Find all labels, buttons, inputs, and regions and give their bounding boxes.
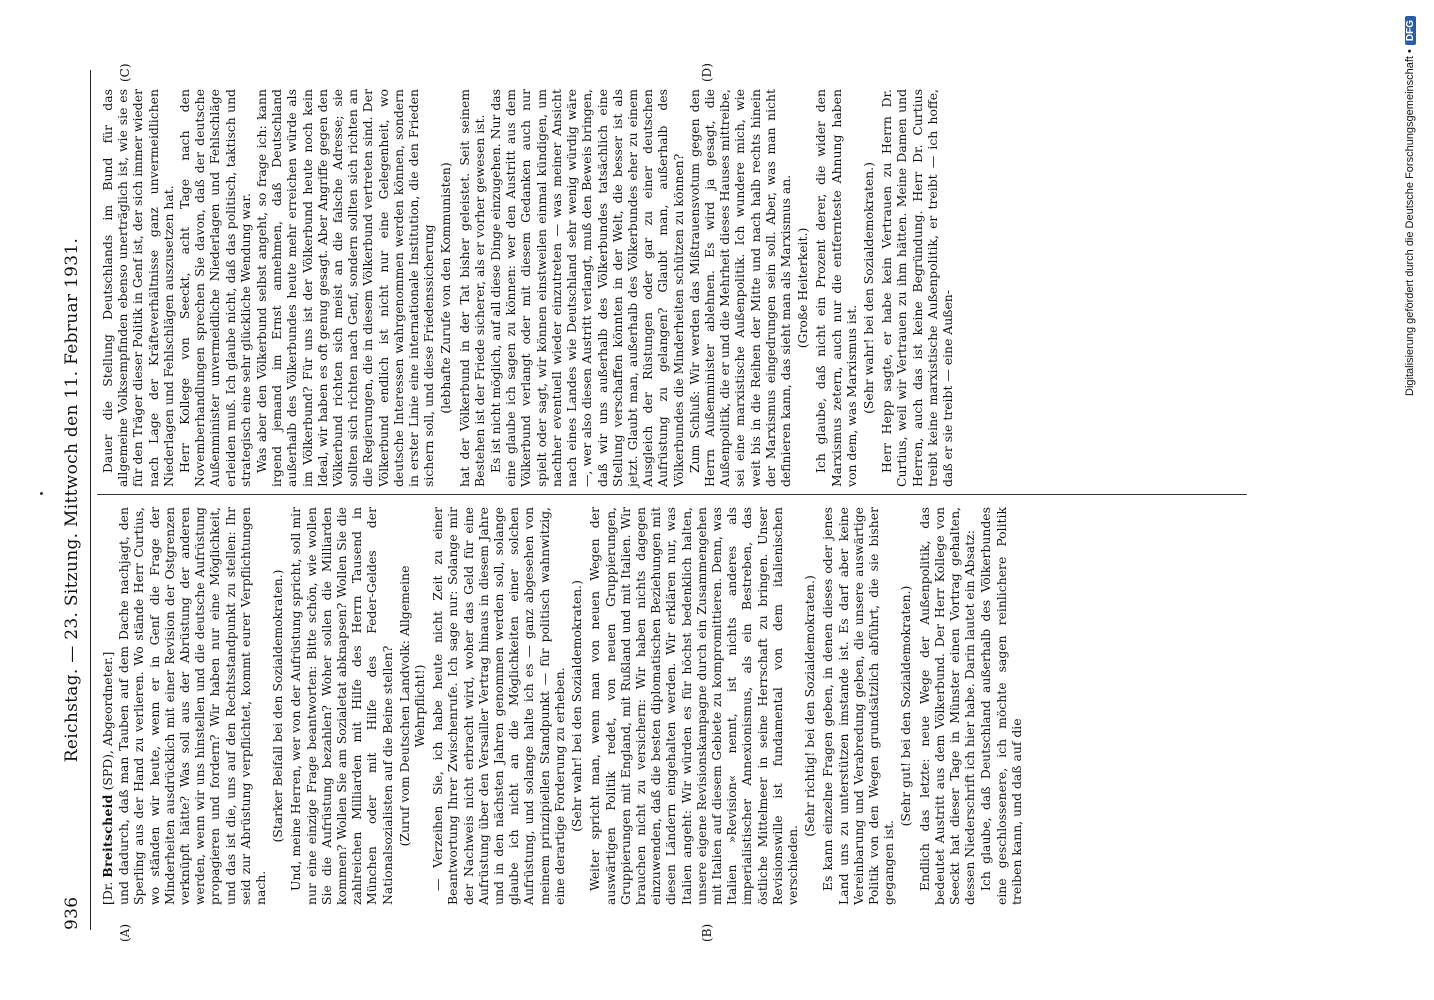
digitization-notice: [1404, 16, 1418, 976]
paragraph: — Verzeihen Sie, ich habe heute nicht Zeit zu einer Beantwortung Ihrer Zwischenrufe. Ich sage nur: Solange mir der Nachweis nicht erbracht wird, woher das Geld für eine Aufrüstung über den Versailler Vertrag hinaus in diesem Jahre und in den nächsten Jahren genommen werden soll, solange glaube ich nicht an die Möglichkeiten einer solchen Aufrüstung, und solange halte ich es — ganz abgesehen von meinem prinzipiellen Standpunkt — für politisch wahnwitzig, eine derartige Forderung zu erheben.: [430, 507, 567, 905]
paragraph: Weiter spricht man, wenn man von neuen Wegen der auswärtigen Politik redet, von neuen Gruppierungen, Gruppierungen mit England, mit Rußland und mit Italien. Wir brauchen nicht zu versichern: Wir haben nichts dagegen einzuwenden, daß die besten diplomatischen Beziehungen mit diesen Ländern eingehalten werden. Wir erklären nur, was Italien angeht: Wir würden es für höchst bedenklich halten, unsere eigene Revisionskampagne durch ein Zusammengehen mit Italien auf diesem Gebiete zu kompromittieren. Denn, was Italien »Revision« nennt, ist nichts anderes als imperialistischer Annexionismus, als ein Bestreben, das östliche Mittelmeer in seine Herrschaft zu bringen. Unser Revisionswille ist fundamental von dem italienischen verschieden.: [587, 507, 800, 905]
quotation: Dauer die Stellung Deutschlands im Bund für das allgemeine Volksempfinden ebenso unerträglich ist, wie sie es für den Träger dieser Politik in Genf ist, der sich immer wieder nach Lage der Kräfteverhältnisse ganz unvermeidlichen Niederlagen und Fehlschlägen auszusetzen hat.: [100, 89, 176, 487]
margin-mark-d: (D): [700, 63, 714, 82]
paragraph: Es kann einzelne Fragen geben, in denen dieses oder jenes Land uns zu unterstützen imstande ist. Es darf aber keine Vereinbarung und Verabredung geben, die unsere auswärtige Politik von den Wegen grundsätzlich abführt, die sie bisher gegangen ist.: [820, 507, 897, 905]
interjection: (Sehr wahr! bei den Sozialdemokraten.): [569, 580, 585, 832]
speaker-name: Breitscheid: [100, 794, 115, 878]
interjection: (Starker Beifall bei den Sozialdemokraten.): [270, 569, 286, 843]
quotation: Ich glaube, daß Deutschland außerhalb des Völkerbundes eine geschlossenere, ich möchte sagen reinlichere Politik treiben kann, und daß auf die: [978, 507, 1024, 905]
paragraph: Es ist nicht möglich, auf all diese Dinge einzugehen. Nur das eine glaube ich sagen zu können: wer den Austritt aus dem Völkerbund verlangt oder mit diesem Gedanken auch nur spielt oder sagt, wir können einstweilen einmal kündigen, um nachher eventuell wieder einzutreten — was meiner Ansicht nach eines Landes wie Deutschland sehr wenig würdig wäre —, wer also diesen Austritt verlangt, muß den Beweis bringen, daß wir uns außerhalb des Völkerbundes tatsächlich eine Stellung verschaffen könnten in der Welt, die besser ist als jetzt. Glaubt man, außerhalb des Völkerbundes eher zu einem Ausgleich der Rüstungen oder gar zu einer deutschen Aufrüstung zu gelangen? Glaubt man, außerhalb des Völkerbundes die Minderheiten schützen zu können?: [488, 89, 686, 487]
scan-speck: [40, 492, 43, 495]
paragraph: und dadurch, daß man Tauben auf dem Dache nachjagt, den Sperling aus der Hand zu verlieren. Wo stände Herr Curtius, wo ständen wir heute, wenn er in Genf die Frage der Minderheiten ausdrücklich mit einer Revision der Ostgrenzen verknüpft hätte? Was soll aus der Abrüstung der anderen werden, wenn wir uns hinstellen und die deutsche Aufrüstung propagieren und fordern? Wir haben nur eine Möglichkeit, und das ist die, uns auf den Rechtsstandpunkt zu stellen: Ihr seid zur Abrüstung verpflichtet, kommt eurer Verpflichtungen nach.: [116, 507, 269, 905]
margin-mark-b: (B): [700, 923, 714, 942]
header-rule: [90, 70, 91, 930]
interjection: (Sehr richtig! bei den Sozialdemokraten.): [802, 575, 818, 837]
paragraph: Und, meine Herren, wer von der Aufrüstung spricht, soll mir nur eine einzige Frage beantworten: Bitte schön, wie wollen Sie die Aufrüstung bezahlen? Woher sollen die Milliarden kommen? Wollen Sie am Sozialetat abknapsen? Wollen Sie die zahlreichen Milliarden mit Hilfe des Herrn Tausend in München oder mit Hilfe des Feder-Geldes der Nationalsozialisten auf die Beine stellen?: [288, 507, 395, 905]
margin-mark-c: (C): [118, 63, 132, 82]
left-column: [100, 507, 1025, 905]
interjection: (Sehr gut! bei den Sozialdemokraten.): [898, 585, 914, 827]
margin-mark-a: (A): [118, 923, 132, 942]
speaker-line: [100, 507, 115, 905]
speaker-suffix: (SPD), Abgeordneter.]: [100, 651, 115, 795]
paragraph: Zum Schluß: Wir werden das Mißtrauensvotum gegen den Herrn Außenminister ablehnen. Es wird ja gesagt, die Außenpolitik, die er und die Mehrheit dieses Hauses mittreibe, sei eine marxistische Außenpolitik. Ich wundere mich, wie weit bis in die Reihen der Mitte und nach halb rechts hinein der Marxismus eingedrungen sein soll. Aber, was man nicht definieren kann, das sieht man als Marxismus an.: [686, 89, 793, 487]
column-separator: [97, 494, 1247, 495]
interjection: (Zuruf vom Deutschen Landvolk: Allgemeine Wehrpflicht!): [396, 565, 428, 847]
dfg-logo: DFG: [1405, 16, 1416, 45]
page-number: 936: [62, 896, 82, 930]
paragraph: hat der Völkerbund in der Tat bisher geleistet. Seit seinem Bestehen ist der Friede sicherer, als er vorher gewesen ist.: [456, 89, 487, 487]
paragraph: Herr Kollege von Seeckt, acht Tage nach den Novemberhandlungen sprechen Sie davon, daß der deutsche Außenminister unvermeidliche Niederlagen und Fehlschläge erleiden muß. Ich glaube nicht, daß das politisch, taktisch und strategisch eine sehr glückliche Wendung war.: [177, 89, 253, 487]
speaker-prefix: [Dr.: [100, 877, 115, 905]
paragraph: Ich glaube, daß nicht ein Prozent derer, die wider den Marxismus zetern, auch nur die entfernteste Ahnung haben von dem, was Marxismus ist.: [813, 89, 859, 487]
paragraph: Endlich das letzte: neue Wege der Außenpolitik, das bedeutet Austritt aus dem Völkerbund. Der Herr Kollege von Seeckt hat dieser Tage in Münster einen Vortrag gehalten, dessen Niederschrift ich hier habe. Darin lautet ein Absatz:: [916, 507, 978, 905]
paragraph: Was aber den Völkerbund selbst angeht, so frage ich: kann irgend jemand im Ernst annehmen, daß Deutschland außerhalb des Völkerbundes heute mehr erreichen würde als im Völkerbund? Für uns ist der Völkerbund heute noch kein Ideal, wir haben es oft genug gesagt. Aber Angriffe gegen den Völkerbund richten sich meist an die falsche Adresse; sie sollten sich richten nach Genf, sondern sollten sich richten an die Regierungen, die in diesem Völkerbund vertreten sind. Der Völkerbund endlich ist nicht nur eine Gelegenheit, wo deutsche Interessen wahrgenommen werden können, sondern in erster Linie eine internationale Institution, die den Frieden sichern soll, und diese Friedenssicherung: [254, 89, 437, 487]
page-header: [62, 70, 88, 930]
interjection: (Große Heiterkeit.): [795, 227, 811, 349]
running-head: Reichstag. — 23. Sitzung. Mittwoch den 11. Februar 1931.: [62, 237, 82, 763]
interjection: (lebhafte Zurufe von den Kommunisten): [438, 162, 454, 414]
paragraph: Herr Hepp sagte, er habe kein Vertrauen zu Herrn Dr. Curtius, weil wir Vertrauen zu ihm hätten. Meine Damen und Herren, auch das ist keine Begründung. Herr Dr. Curtius treibt keine marxistische Außenpolitik, er treibt — ich hoffe, daß er sie treibt — eine Außen-: [879, 89, 955, 487]
right-column: [100, 89, 956, 487]
digitization-text: Digitalisierung gefördert durch die Deutsche Forschungsgemeinschaft •: [1404, 49, 1416, 396]
interjection: (Sehr wahr! bei den Sozialdemokraten.): [860, 162, 876, 414]
